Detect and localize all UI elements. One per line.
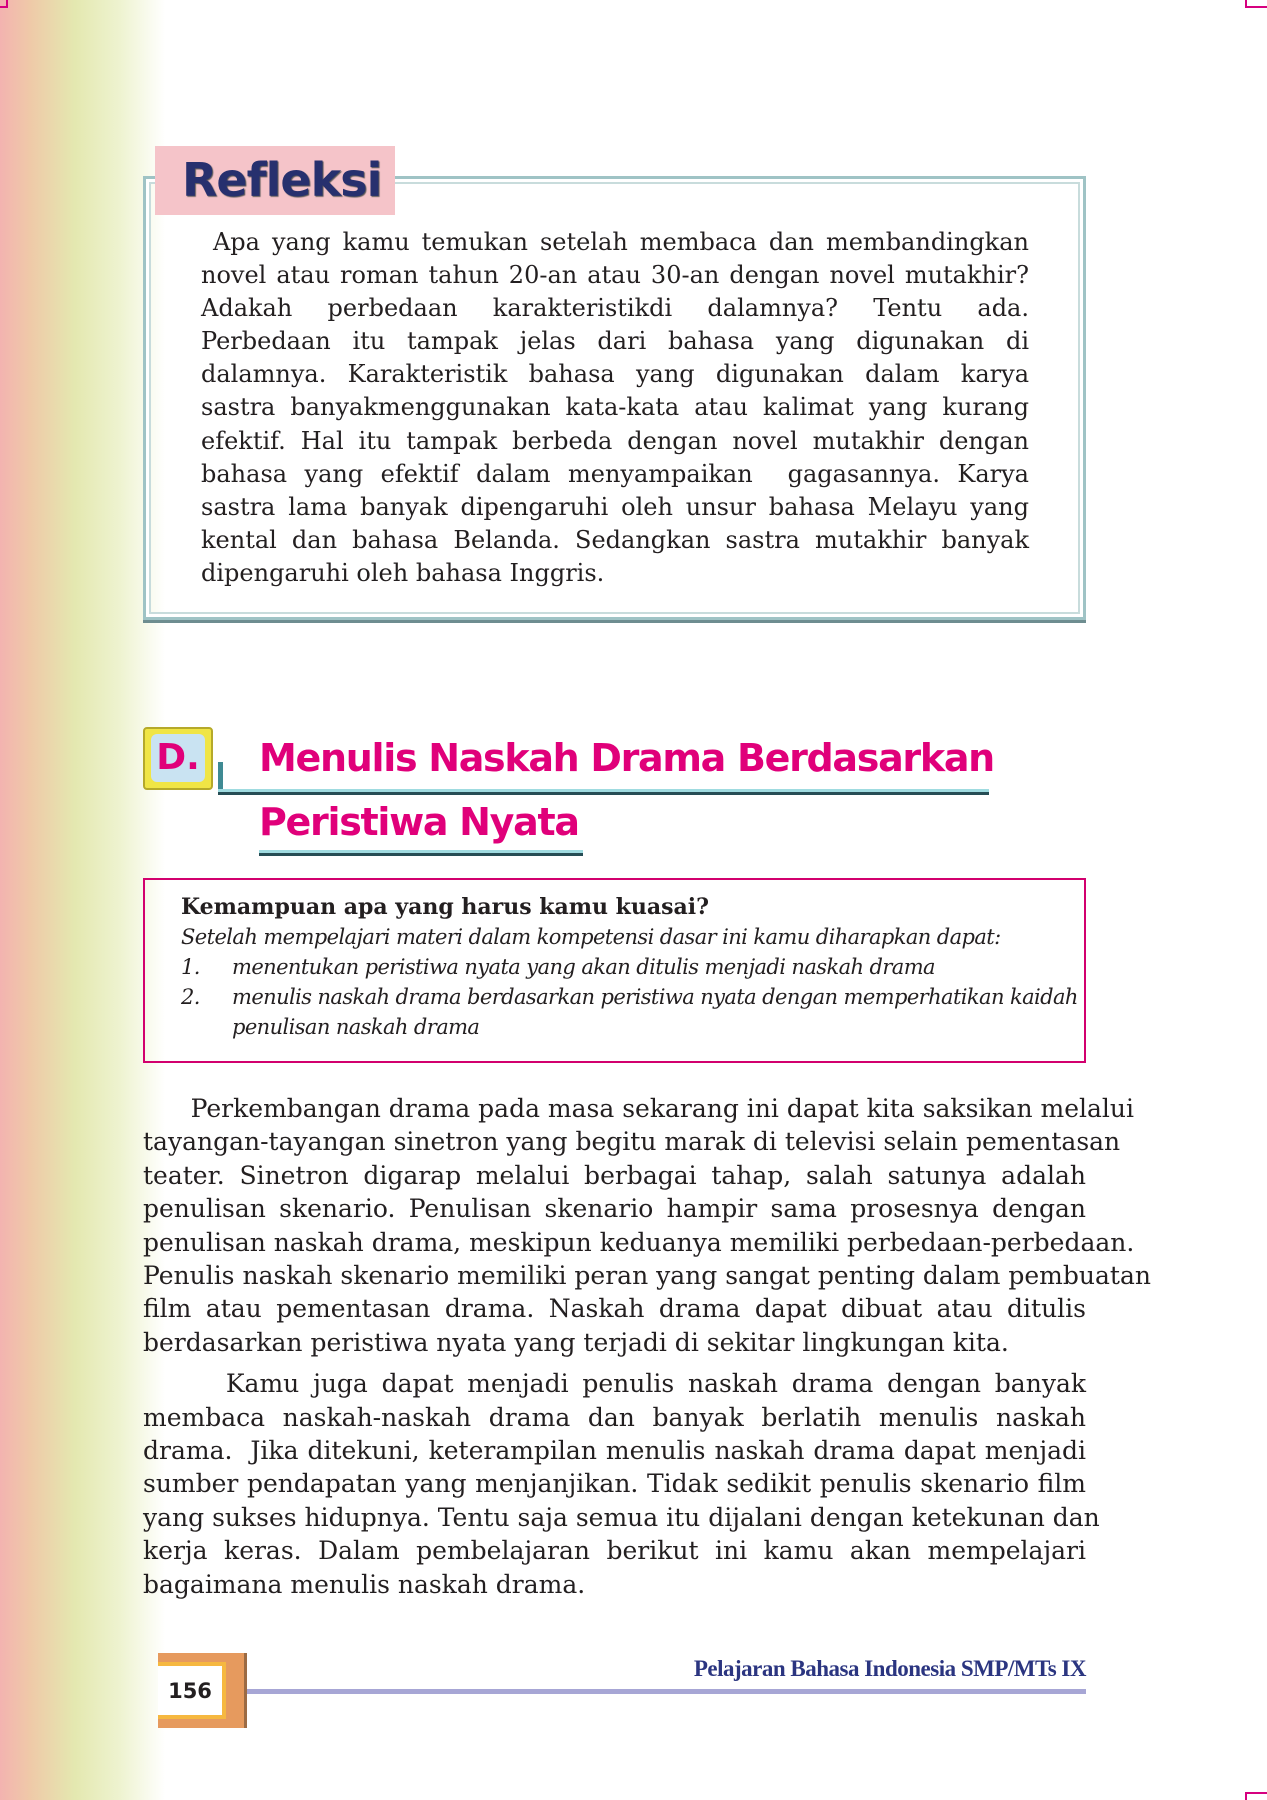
text-line: tayangan-tayangan sinetron yang begitu marak di televisi selain pementasan xyxy=(143,1127,1121,1157)
text-line: membaca naskah-naskah drama dan banyak berlatih menulis naskah xyxy=(143,1402,1086,1432)
text-line: novel atau roman tahun 20-an atau 30-an dengan novel mutakhir? xyxy=(201,261,1029,290)
body-text xyxy=(143,1092,1151,1601)
text-line: drama. Jika ditekuni, keterampilan menulis naskah drama dapat menjadi xyxy=(143,1436,1086,1466)
section-letter-badge xyxy=(143,727,213,790)
heading-underline xyxy=(218,789,989,795)
competency-intro: Setelah mempelajari materi dalam kompetensi dasar ini kamu diharapkan dapat: xyxy=(181,925,1001,949)
competency-item: 1. menentukan peristiwa nyata yang akan ditulis menjadi naskah drama xyxy=(181,955,935,979)
book-title: Pelajaran Bahasa Indonesia SMP/MTs IX xyxy=(693,1656,1086,1681)
competency-box xyxy=(143,878,1086,1063)
competency-item: 2. menulis naskah drama berdasarkan peristiwa nyata dengan memperhatikan kaidah xyxy=(181,985,1078,1009)
section-title-line2: Peristiwa Nyata xyxy=(259,800,579,844)
refleksi-text xyxy=(201,226,1029,590)
text-line: efektif. Hal itu tampak berbeda dengan novel mutakhir dengan xyxy=(201,426,1029,455)
text-line: teater. Sinetron digarap melalui berbagai tahap, salah satunya adalah xyxy=(143,1160,1086,1190)
text-line: bagaimana menulis naskah drama. xyxy=(143,1569,586,1599)
footer-rule xyxy=(247,1689,1086,1694)
text-line: Apa yang kamu temukan setelah membaca dan membandingkan xyxy=(201,228,1029,256)
text-line: Penulis naskah skenario memiliki peran yang sangat penting dalam pembuatan xyxy=(143,1261,1151,1291)
text-line: penulisan naskah drama, meskipun keduanya memiliki perbedaan-perbedaan. xyxy=(143,1227,1135,1257)
text-line: Adakah perbedaan karakteristikdi dalamnya? Tentu ada. xyxy=(201,294,1029,323)
decorative-left-band xyxy=(0,0,165,1800)
text-line: penulisan skenario. Penulisan skenario hampir sama prosesnya dengan xyxy=(143,1194,1086,1224)
text-line: film atau pementasan drama. Naskah drama dapat dibuat atau ditulis xyxy=(143,1294,1086,1324)
text-line: kental dan bahasa Belanda. Sedangkan sastra mutakhir banyak xyxy=(201,525,1029,554)
text-line: dalamnya. Karakteristik bahasa yang digunakan dalam karya xyxy=(201,360,1029,389)
text-line: sumber pendapatan yang menjanjikan. Tidak sedikit penulis skenario film xyxy=(143,1469,1086,1499)
heading-connector xyxy=(218,762,223,792)
heading-underline xyxy=(259,850,583,856)
text-line: Kamu juga dapat menjadi penulis naskah drama dengan banyak xyxy=(143,1369,1086,1399)
crop-mark xyxy=(0,0,8,8)
section-title-line1: Menulis Naskah Drama Berdasarkan xyxy=(259,736,994,780)
paragraph-2 xyxy=(143,1367,1100,1601)
refleksi-label: Refleksi xyxy=(155,146,395,215)
text-line: dipengaruhi oleh bahasa Inggris. xyxy=(201,558,605,587)
text-line: sastra banyakmenggunakan kata-kata atau kalimat yang kurang xyxy=(201,393,1029,422)
paragraph-1 xyxy=(143,1092,1151,1359)
page-number: 156 xyxy=(158,1662,226,1719)
text-line: berdasarkan peristiwa nyata yang terjadi di sekitar lingkungan kita. xyxy=(143,1327,1009,1357)
text-line: bahasa yang efektif dalam menyampaikan gagasannya. Karya xyxy=(201,459,1029,488)
text-line: Perkembangan drama pada masa sekarang ini dapat kita saksikan melalui xyxy=(143,1094,1134,1123)
competency-item: penulisan naskah drama xyxy=(232,1015,480,1039)
text-line: yang sukses hidupnya. Tentu saja semua itu dijalani dengan ketekunan dan xyxy=(143,1502,1100,1532)
crop-mark xyxy=(1245,0,1267,8)
page-number-badge xyxy=(158,1653,247,1728)
text-line: kerja keras. Dalam pembelajaran berikut ini kamu akan mempelajari xyxy=(143,1536,1086,1566)
section-letter: D. xyxy=(151,734,205,782)
text-line: Perbedaan itu tampak jelas dari bahasa yang digunakan di xyxy=(201,327,1029,356)
crop-mark xyxy=(1245,1792,1267,1800)
text-line: sastra lama banyak dipengaruhi oleh unsur bahasa Melayu yang xyxy=(201,492,1029,521)
competency-heading: Kemampuan apa yang harus kamu kuasai? xyxy=(181,894,710,920)
